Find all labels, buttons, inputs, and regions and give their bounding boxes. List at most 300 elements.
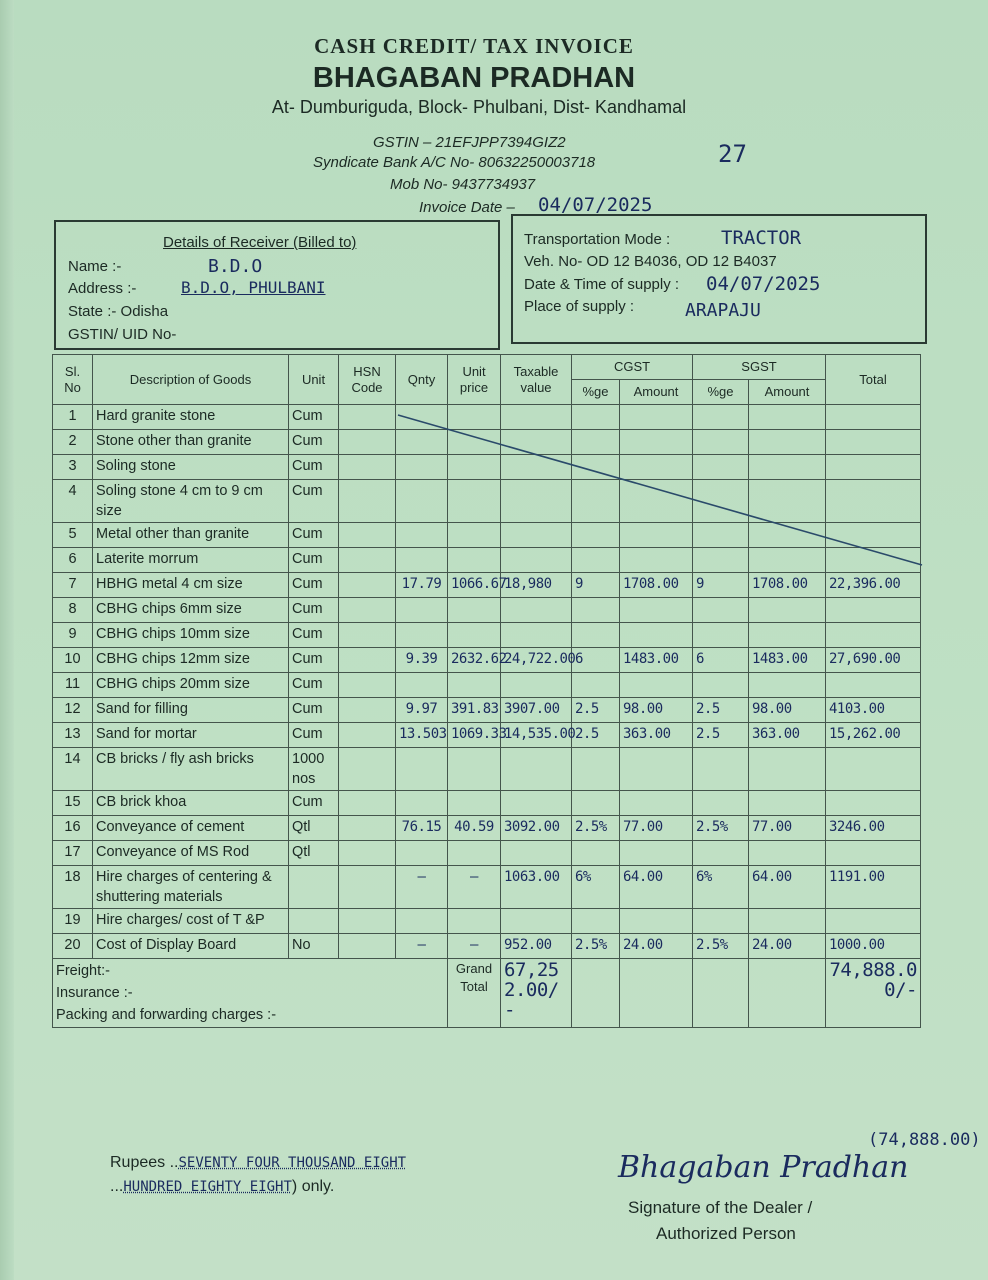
receiver-name: B.D.O: [208, 256, 263, 277]
grand-total-label: Grand Total: [448, 959, 501, 1028]
cell-hsn: [339, 648, 396, 673]
cell-taxable: [501, 791, 572, 816]
cell-desc: CBHG chips 20mm size: [93, 673, 289, 698]
insurance-label: Insurance :-: [56, 985, 133, 1001]
cell-qty: 76.15: [396, 816, 448, 841]
cell-total: [826, 598, 921, 623]
cell-spct: [693, 841, 749, 866]
cell-qty: –: [396, 866, 448, 909]
cell-price: –: [448, 934, 501, 959]
cell-taxable: [501, 523, 572, 548]
cell-price: [448, 791, 501, 816]
cell-spct: [693, 748, 749, 791]
invoice-date-label: Invoice Date –: [419, 199, 515, 216]
cell-taxable: 24,722.00: [501, 648, 572, 673]
cell-total: [826, 523, 921, 548]
cell-taxable: 3092.00: [501, 816, 572, 841]
cell-unit: Cum: [289, 548, 339, 573]
cell-sl: 2: [53, 430, 93, 455]
table-row: [53, 480, 921, 523]
cell-hsn: [339, 748, 396, 791]
mobile: Mob No- 9437734937: [390, 176, 536, 193]
table-row: [53, 791, 921, 816]
binding-edge: [0, 0, 14, 1280]
cell-camt: [620, 455, 693, 480]
cell-samt: 64.00: [749, 866, 826, 909]
cell-taxable: 1063.00: [501, 866, 572, 909]
cell-price: [448, 841, 501, 866]
cell-samt: [749, 909, 826, 934]
col-total: Total: [826, 355, 921, 405]
cell-desc: CBHG chips 12mm size: [93, 648, 289, 673]
cell-samt: 1483.00: [749, 648, 826, 673]
freight-label: Freight:-: [56, 963, 110, 979]
table-row: [53, 573, 921, 598]
cell-sl: 5: [53, 523, 93, 548]
amount-words-suffix: ) only.: [291, 1178, 335, 1195]
cell-samt: 98.00: [749, 698, 826, 723]
table-row: [53, 598, 921, 623]
cell-total: [826, 673, 921, 698]
receiver-heading: Details of Receiver (Billed to): [163, 234, 357, 251]
cell-cpct: [572, 480, 620, 523]
cell-camt: [620, 841, 693, 866]
cell-desc: CBHG chips 6mm size: [93, 598, 289, 623]
cell-hsn: [339, 405, 396, 430]
cell-samt: [749, 548, 826, 573]
cell-hsn: [339, 934, 396, 959]
table-row: [53, 934, 921, 959]
empty-cell: [693, 959, 749, 1028]
cell-total: [826, 455, 921, 480]
cell-unit: Cum: [289, 723, 339, 748]
cell-camt: [620, 523, 693, 548]
cell-taxable: 18,980: [501, 573, 572, 598]
cell-unit: Cum: [289, 573, 339, 598]
cell-price: [448, 480, 501, 523]
cell-camt: 98.00: [620, 698, 693, 723]
cell-samt: [749, 523, 826, 548]
cell-total: [826, 791, 921, 816]
cell-qty: –: [396, 934, 448, 959]
table-row: [53, 405, 921, 430]
cell-cpct: [572, 523, 620, 548]
cell-desc: Hire charges/ cost of T &P: [93, 909, 289, 934]
cell-samt: 77.00: [749, 816, 826, 841]
invoice-title: CASH CREDIT/ TAX INVOICE: [314, 34, 634, 58]
empty-cell: [749, 959, 826, 1028]
empty-cell: [620, 959, 693, 1028]
cell-spct: [693, 548, 749, 573]
cell-qty: [396, 909, 448, 934]
grand-taxable-value: 67,252.00/-: [501, 959, 572, 1028]
bank-account: Syndicate Bank A/C No- 80632250003718: [313, 154, 596, 171]
cell-qty: [396, 623, 448, 648]
col-qnty: Qnty: [396, 355, 448, 405]
cell-unit: Cum: [289, 673, 339, 698]
cell-desc: Metal other than granite: [93, 523, 289, 548]
cell-desc: Cost of Display Board: [93, 934, 289, 959]
cell-spct: [693, 405, 749, 430]
cell-price: 1069.33: [448, 723, 501, 748]
transport-box: [511, 214, 927, 344]
cell-desc: Sand for mortar: [93, 723, 289, 748]
cell-unit: Cum: [289, 480, 339, 523]
cell-cpct: [572, 598, 620, 623]
cell-qty: 9.97: [396, 698, 448, 723]
cell-taxable: [501, 673, 572, 698]
cell-samt: 1708.00: [749, 573, 826, 598]
cell-hsn: [339, 909, 396, 934]
cell-sl: 4: [53, 480, 93, 523]
place-of-supply-label: Place of supply :: [524, 298, 635, 315]
table-row: [53, 723, 921, 748]
cell-unit: Qtl: [289, 841, 339, 866]
cell-desc: CB bricks / fly ash bricks: [93, 748, 289, 791]
cell-taxable: [501, 548, 572, 573]
cell-qty: 9.39: [396, 648, 448, 673]
cell-cpct: [572, 405, 620, 430]
cell-camt: [620, 405, 693, 430]
cell-taxable: [501, 909, 572, 934]
cell-spct: [693, 598, 749, 623]
table-row: [53, 816, 921, 841]
cell-price: [448, 405, 501, 430]
receiver-box: [54, 220, 500, 350]
cell-sl: 3: [53, 455, 93, 480]
cell-camt: 64.00: [620, 866, 693, 909]
receiver-address: B.D.O, PHULBANI: [181, 278, 326, 297]
cell-desc: Laterite morrum: [93, 548, 289, 573]
cell-cpct: [572, 673, 620, 698]
cell-price: [448, 430, 501, 455]
cell-sl: 19: [53, 909, 93, 934]
cell-desc: CB brick khoa: [93, 791, 289, 816]
cell-price: [448, 748, 501, 791]
packing-label: Packing and forwarding charges :-: [56, 1007, 277, 1023]
cell-total: [826, 405, 921, 430]
cell-camt: [620, 480, 693, 523]
cell-qty: [396, 673, 448, 698]
cell-total: 1191.00: [826, 866, 921, 909]
cell-taxable: 952.00: [501, 934, 572, 959]
cell-price: [448, 673, 501, 698]
grand-total-circled: (74,888.00): [868, 1130, 981, 1150]
cell-total: 4103.00: [826, 698, 921, 723]
cell-hsn: [339, 430, 396, 455]
amount-words-1: SEVENTY FOUR THOUSAND EIGHT: [178, 1155, 407, 1171]
cell-samt: [749, 748, 826, 791]
cell-spct: [693, 480, 749, 523]
table-header-row: [53, 355, 921, 380]
cell-desc: Hire charges of centering & shuttering materials: [93, 866, 289, 909]
cell-total: 1000.00: [826, 934, 921, 959]
cell-cpct: [572, 909, 620, 934]
col-cgst: CGST: [572, 355, 693, 380]
cell-samt: [749, 841, 826, 866]
cell-cpct: 9: [572, 573, 620, 598]
cell-price: [448, 523, 501, 548]
cell-sl: 13: [53, 723, 93, 748]
cell-qty: 13.503: [396, 723, 448, 748]
cell-spct: 2.5%: [693, 816, 749, 841]
cell-cpct: [572, 841, 620, 866]
table-row: [53, 748, 921, 791]
cell-qty: [396, 841, 448, 866]
place-of-supply: ARAPAJU: [685, 300, 761, 321]
cell-unit: Qtl: [289, 816, 339, 841]
cell-hsn: [339, 698, 396, 723]
cell-camt: [620, 673, 693, 698]
cell-total: [826, 430, 921, 455]
table-row: [53, 698, 921, 723]
cell-unit: [289, 909, 339, 934]
cell-camt: 363.00: [620, 723, 693, 748]
cell-qty: [396, 430, 448, 455]
cell-hsn: [339, 723, 396, 748]
rupees-line-2: ...HUNDRED EIGHTY EIGHT) only.: [110, 1178, 335, 1195]
transport-mode-label: Transportation Mode :: [524, 231, 671, 248]
cell-taxable: [501, 405, 572, 430]
charges-cell: [53, 959, 448, 1028]
cell-unit: Cum: [289, 430, 339, 455]
cell-unit: [289, 866, 339, 909]
cell-unit: Cum: [289, 648, 339, 673]
cell-spct: 9: [693, 573, 749, 598]
cell-hsn: [339, 480, 396, 523]
cell-camt: 1483.00: [620, 648, 693, 673]
rupees-line-1: [110, 1154, 406, 1172]
cell-taxable: 3907.00: [501, 698, 572, 723]
table-row: [53, 455, 921, 480]
cell-spct: 6: [693, 648, 749, 673]
cell-desc: Soling stone: [93, 455, 289, 480]
cell-unit: Cum: [289, 598, 339, 623]
signature-label: Signature of the Dealer /: [628, 1198, 813, 1217]
supply-date: 04/07/2025: [706, 273, 821, 295]
cell-sl: 6: [53, 548, 93, 573]
cell-taxable: [501, 480, 572, 523]
cell-camt: [620, 548, 693, 573]
cell-unit: Cum: [289, 455, 339, 480]
firm-address: At- Dumburiguda, Block- Phulbani, Dist- Kandhamal: [271, 97, 687, 117]
col-sgst: SGST: [693, 355, 826, 380]
cell-cpct: [572, 548, 620, 573]
col-cgst-pct: %ge: [572, 380, 620, 405]
cell-taxable: [501, 623, 572, 648]
table-row: [53, 623, 921, 648]
grand-total-row: [53, 959, 921, 1028]
cell-unit: No: [289, 934, 339, 959]
cell-hsn: [339, 523, 396, 548]
cell-samt: 24.00: [749, 934, 826, 959]
cell-spct: 2.5: [693, 698, 749, 723]
invoice-number: 27: [718, 140, 747, 168]
cell-camt: [620, 598, 693, 623]
cell-cpct: [572, 748, 620, 791]
receiver-name-label: Name :-: [68, 258, 122, 275]
cell-sl: 12: [53, 698, 93, 723]
cell-sl: 17: [53, 841, 93, 866]
table-row: [53, 866, 921, 909]
cell-price: 391.83: [448, 698, 501, 723]
cell-samt: [749, 455, 826, 480]
cell-sl: 16: [53, 816, 93, 841]
cell-spct: [693, 791, 749, 816]
cell-taxable: [501, 841, 572, 866]
cell-total: [826, 623, 921, 648]
firm-name: BHAGABAN PRADHAN: [312, 62, 636, 94]
col-unit-price: Unit price: [448, 355, 501, 405]
cell-total: 27,690.00: [826, 648, 921, 673]
cell-qty: [396, 598, 448, 623]
cell-hsn: [339, 673, 396, 698]
cell-desc: Conveyance of MS Rod: [93, 841, 289, 866]
cell-taxable: [501, 455, 572, 480]
cell-unit: Cum: [289, 405, 339, 430]
cell-qty: [396, 523, 448, 548]
cell-taxable: [501, 748, 572, 791]
col-hsn: HSN Code: [339, 355, 396, 405]
cell-spct: 6%: [693, 866, 749, 909]
cell-qty: [396, 748, 448, 791]
receiver-state: State :- Odisha: [68, 303, 169, 320]
cell-camt: [620, 623, 693, 648]
dealer-signature: Bhagaban Pradhan: [618, 1150, 909, 1185]
cell-total: [826, 841, 921, 866]
cell-price: [448, 548, 501, 573]
col-sl: Sl. No: [53, 355, 93, 405]
cell-total: [826, 909, 921, 934]
cell-sl: 20: [53, 934, 93, 959]
cell-spct: 2.5%: [693, 934, 749, 959]
cell-cpct: [572, 791, 620, 816]
cell-spct: [693, 623, 749, 648]
cell-unit: Cum: [289, 698, 339, 723]
cell-spct: [693, 430, 749, 455]
table-row: [53, 673, 921, 698]
cell-spct: [693, 673, 749, 698]
cell-spct: [693, 909, 749, 934]
table-row: [53, 909, 921, 934]
cell-cpct: [572, 430, 620, 455]
cell-qty: [396, 480, 448, 523]
cell-sl: 7: [53, 573, 93, 598]
cell-camt: [620, 791, 693, 816]
col-taxable: Taxable value: [501, 355, 572, 405]
authorized-person-label: Authorized Person: [656, 1224, 796, 1243]
cell-cpct: 6%: [572, 866, 620, 909]
cell-samt: [749, 405, 826, 430]
cell-qty: 17.79: [396, 573, 448, 598]
cell-hsn: [339, 598, 396, 623]
table-row: [53, 841, 921, 866]
amount-words-2: HUNDRED EIGHTY EIGHT: [123, 1179, 292, 1195]
invoice-date: 04/07/2025: [538, 194, 653, 216]
cell-taxable: [501, 430, 572, 455]
cell-samt: [749, 623, 826, 648]
cell-qty: [396, 405, 448, 430]
cell-hsn: [339, 816, 396, 841]
receiver-gstin-label: GSTIN/ UID No-: [68, 326, 177, 343]
cell-camt: [620, 748, 693, 791]
cell-spct: 2.5: [693, 723, 749, 748]
cell-desc: Conveyance of cement: [93, 816, 289, 841]
cell-unit: Cum: [289, 623, 339, 648]
supply-date-label: Date & Time of supply :: [524, 276, 680, 293]
rupees-label: Rupees ..: [110, 1154, 179, 1171]
cell-total: 15,262.00: [826, 723, 921, 748]
cell-camt: [620, 430, 693, 455]
cell-samt: [749, 480, 826, 523]
cell-price: 2632.62: [448, 648, 501, 673]
receiver-address-label: Address :-: [68, 280, 137, 297]
cell-cpct: 2.5: [572, 723, 620, 748]
cell-sl: 15: [53, 791, 93, 816]
cell-desc: HBHG metal 4 cm size: [93, 573, 289, 598]
table-row: [53, 548, 921, 573]
cell-cpct: 2.5%: [572, 816, 620, 841]
cell-total: 3246.00: [826, 816, 921, 841]
cell-desc: Stone other than granite: [93, 430, 289, 455]
cell-hsn: [339, 455, 396, 480]
cell-sl: 18: [53, 866, 93, 909]
cell-total: [826, 548, 921, 573]
cell-cpct: 6: [572, 648, 620, 673]
items-table: [52, 354, 921, 1028]
col-cgst-amount: Amount: [620, 380, 693, 405]
cell-cpct: [572, 455, 620, 480]
cell-qty: [396, 455, 448, 480]
cell-sl: 14: [53, 748, 93, 791]
cell-unit: Cum: [289, 791, 339, 816]
cell-hsn: [339, 623, 396, 648]
cell-qty: [396, 548, 448, 573]
cell-price: –: [448, 866, 501, 909]
cell-sl: 8: [53, 598, 93, 623]
cell-camt: 77.00: [620, 816, 693, 841]
cell-taxable: 14,535.00: [501, 723, 572, 748]
cell-cpct: 2.5%: [572, 934, 620, 959]
cell-camt: 1708.00: [620, 573, 693, 598]
cell-price: [448, 909, 501, 934]
col-description: Description of Goods: [93, 355, 289, 405]
cell-sl: 9: [53, 623, 93, 648]
table-row: [53, 430, 921, 455]
grand-total-value: 74,888.00/-: [826, 959, 921, 1028]
col-sgst-amount: Amount: [749, 380, 826, 405]
cell-qty: [396, 791, 448, 816]
cell-desc: Hard granite stone: [93, 405, 289, 430]
cell-total: [826, 480, 921, 523]
cell-samt: [749, 598, 826, 623]
vehicle-numbers: Veh. No- OD 12 B4036, OD 12 B4037: [524, 253, 777, 270]
cell-hsn: [339, 573, 396, 598]
cell-unit: 1000 nos: [289, 748, 339, 791]
cell-desc: Soling stone 4 cm to 9 cm size: [93, 480, 289, 523]
cell-sl: 1: [53, 405, 93, 430]
table-row: [53, 648, 921, 673]
cell-total: 22,396.00: [826, 573, 921, 598]
cell-samt: [749, 673, 826, 698]
cell-camt: 24.00: [620, 934, 693, 959]
col-unit: Unit: [289, 355, 339, 405]
cell-hsn: [339, 548, 396, 573]
cell-total: [826, 748, 921, 791]
col-sgst-pct: %ge: [693, 380, 749, 405]
cell-desc: Sand for filling: [93, 698, 289, 723]
cell-hsn: [339, 866, 396, 909]
